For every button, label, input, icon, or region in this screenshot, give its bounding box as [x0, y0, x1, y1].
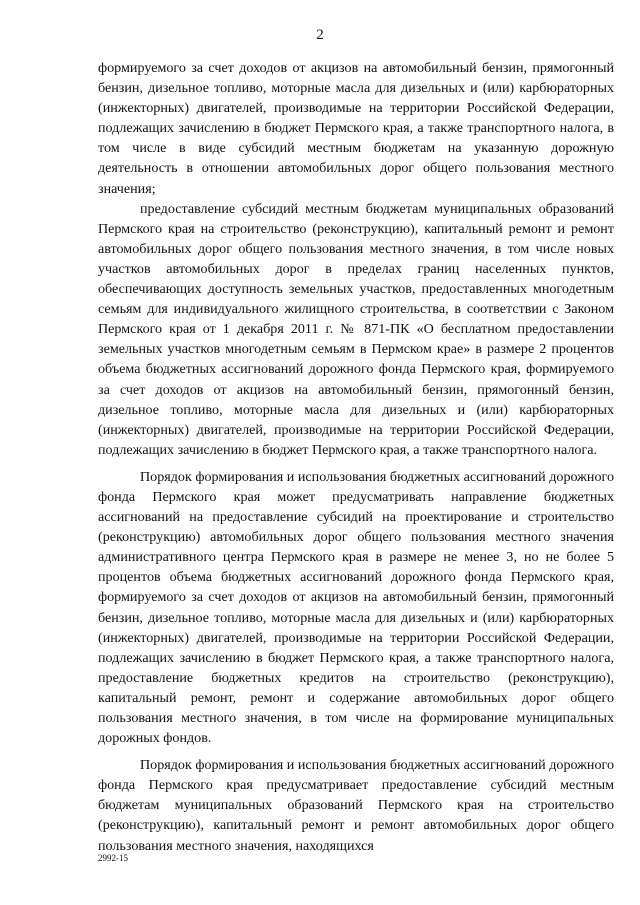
- document-code: 2992-15: [98, 853, 128, 863]
- page-number: 2: [316, 27, 324, 43]
- paragraph-procedure-may: Порядок формирования и использования бюджетных ассигнований дорожного фонда Пермского края может предусматривать направление бюджетных ассигнований на предоставление субсидий на проектирование и строительство (реконструкцию) автомобильных дорог общего пользования местного значения административного центра Пермского края в размере не менее 3, но не более 5 процентов объема бюджетных ассигнований дорожного фонда Пермского края, формируемого за счет доходов от акцизов на автомобильный бензин, прямогонный бензин, дизельное топливо, моторные масла для дизельных и (или) карбюраторных (инжекторных) двигателей, производимые на территории Российской Федерации, подлежащих зачислению в бюджет Пермского края, а также транспортного налога, предоставление бюджетных кредитов на строительство (реконструкцию), капитальный ремонт, ремонт и содержание автомобильных дорог общего пользования местного значения, в том числе на формирование муниципальных дорожных фондов.: [98, 468, 614, 747]
- paragraph-subsidies: предоставление субсидий местным бюджетам муниципальных образований Пермского края на строительство (реконструкцию), капитальный ремонт и ремонт автомобильных дорог общего пользования местного значения, в том числе новых участков автомобильных дорог в пределах границ населенных пунктов, обеспечивающих доступность земельных участков, предоставленных многодетным семьям для индивидуального жилищного строительства, в соответствии с Законом Пермского края от 1 декабря 2011 г. № 871-ПК «О бесплатном предоставлении земельных участков многодетным семьям в Пермском крае» в размере 2 процентов объема бюджетных ассигнований дорожного фонда Пермского края, формируемого за счет доходов от акцизов на автомобильный бензин, прямогонный бензин, дизельное топливо, моторные масла для дизельных и (или) карбюраторных (инжекторных) двигателей, производимые на территории Российской Федерации, подлежащих зачислению в бюджет Пермского края, а также транспортного налога.: [98, 200, 614, 458]
- paragraph-continuation: формируемого за счет доходов от акцизов на автомобильный бензин, прямогонный бензин, дизельное топливо, моторные масла для дизельных и (или) карбюраторных (инжекторных) двигателей, производимые на территории Российской Федерации, подлежащих зачислению в бюджет Пермского края, а также транспортного налога, в том числе в виде субсидий местным бюджетам на указанную дорожную деятельность в отношении автомобильных дорог общего пользования местного значения;: [98, 60, 614, 197]
- document-body: [98, 58, 614, 856]
- paragraph-procedure-provides: Порядок формирования и использования бюджетных ассигнований дорожного фонда Пермского края предусматривает предоставление субсидий местным бюджетам муниципальных образований Пермского края на строительство (реконструкцию), капитальный ремонт и ремонт автомобильных дорог общего пользования местного значения, находящихся: [98, 757, 614, 854]
